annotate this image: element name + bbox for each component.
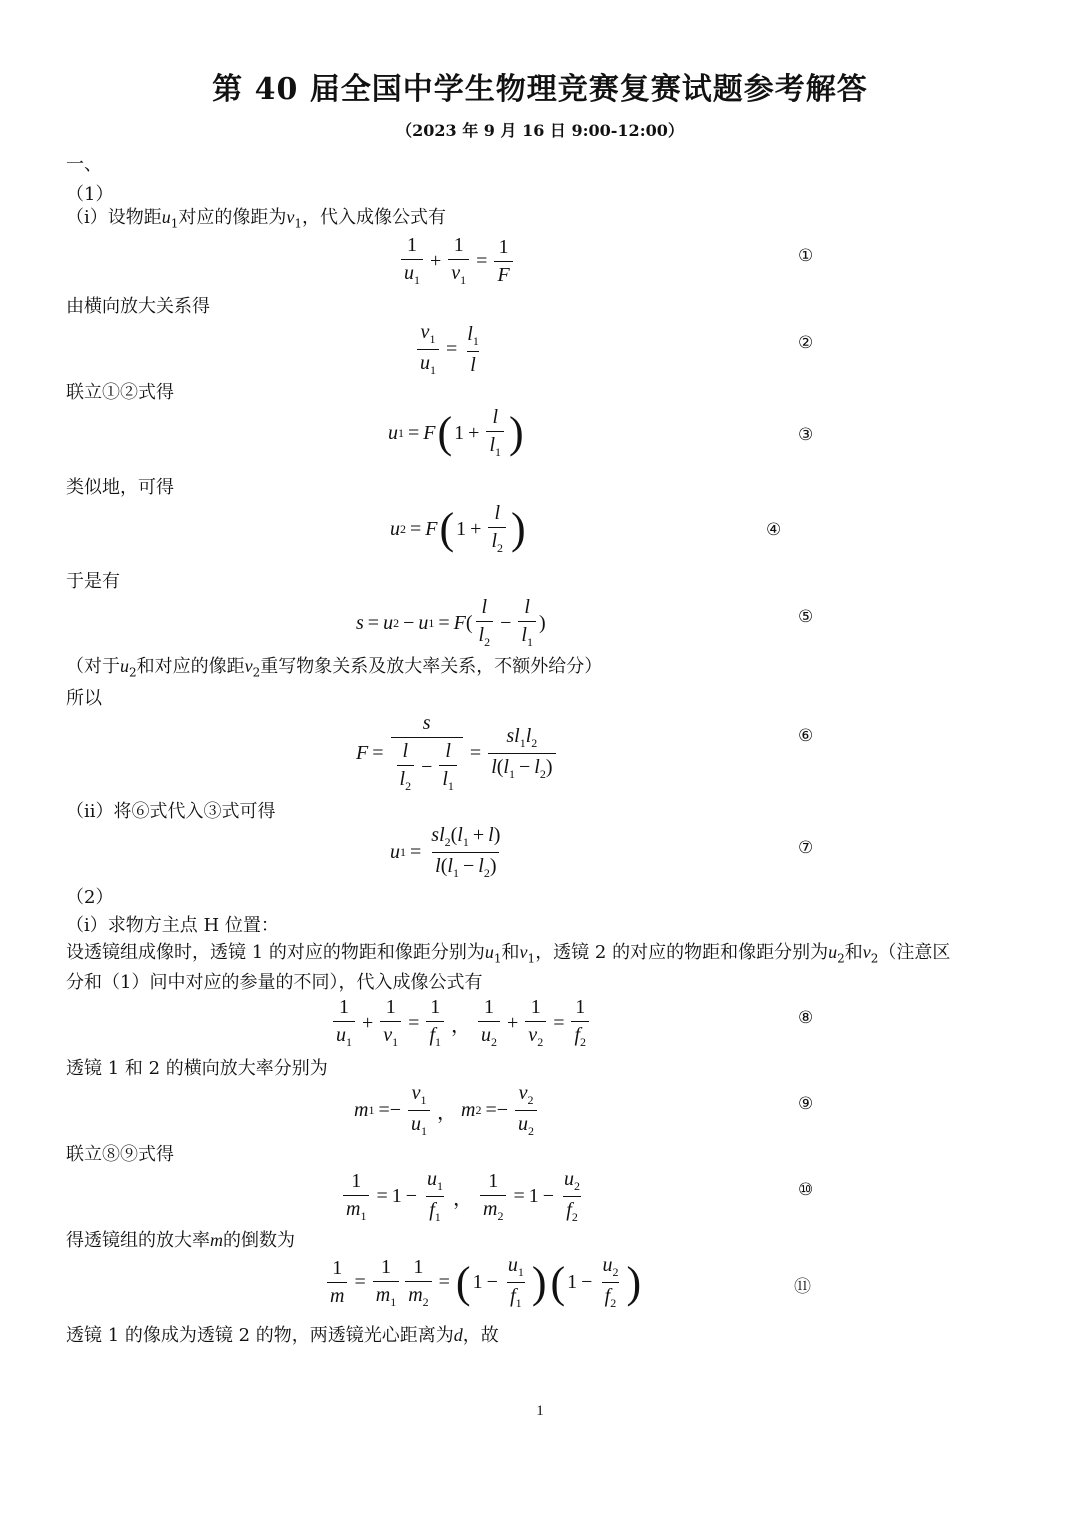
text-line: 得透镜组的放大率m的倒数为 bbox=[66, 1230, 295, 1251]
text-line: 设透镜组成像时，透镜 1 的对应的物距和像距分别为$u_1$和$v_1$，透镜 2 的对应的物距和像距分别为$u_2$和$v_2$（注意区 bbox=[66, 942, 951, 966]
equation-9: m 1 =− $\frac{v_1}{u_1}$ ， m 2 =− $\frac{v_2}{u_2}$ bbox=[354, 1082, 540, 1139]
equation-8: $\frac{1}{u_1}$ + $\frac{1}{v_1}$ = $\frac{1}{f_1}$ ， $\frac{1}{u_2}$ + $\frac{1}{v_2}$ = $\frac{1}{f_2}$ bbox=[330, 996, 592, 1050]
text-line: 联立⑧⑨式得 bbox=[66, 1144, 174, 1165]
equation-number: ④ bbox=[766, 520, 782, 540]
text-line: 由横向放大关系得 bbox=[66, 296, 210, 317]
page-title: 第 40 届全国中学生物理竞赛复赛试题参考解答 bbox=[212, 72, 868, 107]
equation-1: $\frac{1}{u_1}$ + $\frac{1}{v_1}$ = $\frac{1}{F}$ bbox=[398, 234, 516, 288]
section-heading-1: 一、 bbox=[66, 154, 102, 175]
text-line: 于是有 bbox=[66, 571, 120, 592]
equation-4: u 2 = F ( 1 + $\frac{l}{l_2}$ ) bbox=[390, 502, 526, 555]
text-line: 所以 bbox=[66, 688, 102, 709]
text-line: （对于$u_2$和对应的像距$v_2$重写物象关系及放大率关系，不额外给分） bbox=[66, 656, 603, 680]
equation-10: $\frac{1}{m_1}$ = 1 − $\frac{u_1}{f_1}$ ， $\frac{1}{m_2}$ = 1 − $\frac{u_2}{f_2}$ bbox=[340, 1168, 586, 1225]
text-line: （ii）将⑥式代入③式可得 bbox=[66, 801, 276, 822]
equation-3: u 1 = F ( 1 + $\frac{l}{l_1}$ ) bbox=[388, 406, 524, 459]
equation-number: ⑦ bbox=[798, 838, 814, 858]
text-line: （i）求物方主点 H 位置： bbox=[66, 915, 279, 936]
text-line: 分和（1）问中对应的参量的不同），代入成像公式有 bbox=[66, 972, 483, 993]
text-line: （i）设物距$u_1$对应的像距为$v_1$，代入成像公式有 bbox=[66, 207, 447, 231]
text-line: 类似地，可得 bbox=[66, 477, 174, 498]
equation-number: ⑧ bbox=[798, 1008, 814, 1028]
equation-number: ⑪ bbox=[794, 1277, 811, 1297]
part-heading-1: （1） bbox=[66, 184, 114, 205]
page-subtitle: （2023 年 9 月 16 日 9:00-12:00） bbox=[396, 121, 684, 140]
equation-2: $\frac{v_1}{u_1}$ = $\frac{l_1}{l}$ bbox=[414, 321, 485, 378]
equation-number: ② bbox=[798, 333, 814, 353]
text-line: 透镜 1 和 2 的横向放大率分别为 bbox=[66, 1058, 328, 1079]
equation-number: ⑥ bbox=[798, 726, 814, 746]
equation-number: ⑩ bbox=[798, 1180, 814, 1200]
equation-11: $\frac{1}{m}$ = $\frac{1}{m_1}$ $\frac{1}{m_2}$ = ( 1 − $\frac{u_1}{f_1}$ ) ( 1 − $\frac{u_2}{f_2}$ ) bbox=[324, 1254, 643, 1311]
equation-6: F = s $\frac{l}{l_2}$ − $\frac{l}{l_1}$ = $\frac{sl_1l_2}{l(l_1 - l_2)}$ bbox=[356, 712, 559, 794]
text-line: 透镜 1 的像成为透镜 2 的物，两透镜光心距离为d，故 bbox=[66, 1325, 499, 1346]
page-number: 1 bbox=[536, 1403, 544, 1419]
text-line: 联立①②式得 bbox=[66, 382, 174, 403]
equation-5: s = u 2 − u 1 = F ( $\frac{l}{l_2}$ − $\frac{l}{l_1}$ ) bbox=[356, 596, 546, 649]
equation-number: ⑨ bbox=[798, 1094, 814, 1114]
equation-7: u 1 = $\frac{sl_2(l_1 + l)}{l(l_1 - l_2)}$ bbox=[390, 824, 501, 880]
part-heading-2: （2） bbox=[66, 887, 114, 908]
equation-number: ⑤ bbox=[798, 607, 814, 627]
equation-number: ③ bbox=[798, 425, 814, 445]
equation-number: ① bbox=[798, 246, 814, 266]
